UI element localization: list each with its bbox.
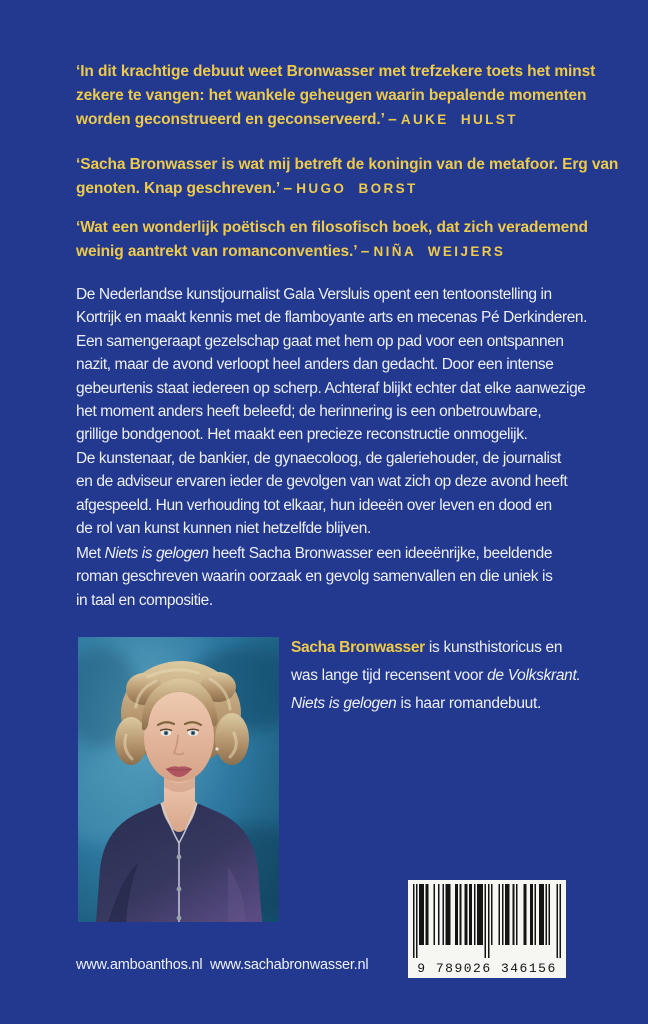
synopsis-line: en de adviseur ervaren ieder de gevolgen van wat zich op deze avond heeft xyxy=(76,473,568,491)
synopsis-line: nazit, maar de avond verloopt heel anders dan gedacht. Door een intense xyxy=(76,356,554,374)
quote-line xyxy=(76,240,588,264)
quote-attribution: AUKE HULST xyxy=(400,112,518,127)
blurb-quote-3 xyxy=(76,216,588,264)
author-photo xyxy=(78,637,279,922)
quote-attribution: HUGO BORST xyxy=(296,181,418,196)
author-name: Sacha Bronwasser xyxy=(291,639,425,656)
quote-closing: weinig aantrekt van romanconventies.’ – xyxy=(76,243,374,260)
barcode xyxy=(408,880,566,978)
blurb-quote-2 xyxy=(76,153,618,201)
barcode-bars-svg xyxy=(413,884,561,958)
synopsis-line: de rol van kunst kunnen niet hetzelfde blijven. xyxy=(76,520,371,538)
synopsis-line: afgespeeld. Hun verhouding tot elkaar, hun ideeën over leven en dood en xyxy=(76,496,552,514)
synopsis-line: grillige bondgenoot. Het maakt een precieze reconstructie onmogelijk. xyxy=(76,426,528,444)
bio-line: Sacha Bronwasser is kunsthistoricus en xyxy=(291,639,563,656)
author-bio xyxy=(291,634,581,718)
barcode-digits: 9 789026 346156 xyxy=(417,961,557,976)
synopsis-line: De kunstenaar, de bankier, de gynaecoloog, de galeriehouder, de journalist xyxy=(76,449,561,467)
quote-line: ‘In dit krachtige debuut weet Bronwasser met trefzekere toets het minst xyxy=(76,63,596,80)
author-url: www.sachabronwasser.nl xyxy=(210,957,369,973)
bio-line: was lange tijd recensent voor de Volkskrant. xyxy=(291,667,581,684)
quote-closing: genoten. Knap geschreven.’ – xyxy=(76,180,297,197)
quote-line: ‘Wat een wonderlijk poëtisch en filosofisch boek, dat zich verademend xyxy=(76,219,588,236)
pitch-line: roman geschreven waarin oorzaak en gevolg samenvallen en die uniek is xyxy=(76,568,553,586)
synopsis-line: Een samengeraapt gezelschap gaat met hem op pad voor een ontspannen xyxy=(76,332,564,350)
quote-attribution: NIÑA WEIJERS xyxy=(373,244,506,259)
pitch-line: in taal en compositie. xyxy=(76,591,213,609)
quote-line xyxy=(76,177,618,201)
publisher-url: www.amboanthos.nl xyxy=(76,957,203,973)
quote-line: ‘Sacha Bronwasser is wat mij betreft de koningin van de metafoor. Erg van xyxy=(76,156,619,173)
newspaper-title-italic: de Volkskrant. xyxy=(487,667,581,684)
quote-line: zekere te vangen: het wankele geheugen waarin bepalende momenten xyxy=(76,87,587,104)
portrait-earring xyxy=(215,747,218,750)
pitch-paragraph xyxy=(76,542,552,612)
synopsis-paragraph xyxy=(76,283,587,540)
quote-line xyxy=(76,108,595,132)
barcode-bars xyxy=(413,884,561,958)
quote-closing: worden geconstrueerd en geconserveerd.’ – xyxy=(76,111,401,128)
synopsis-line: Kortrijk en maakt kennis met de flamboyante arts en mecenas Pé Derkinderen. xyxy=(76,309,588,327)
pitch-line: Met Niets is gelogen heeft Sacha Bronwasser een ideeënrijke, beeldende xyxy=(76,545,553,562)
bio-line: Niets is gelogen is haar romandebuut. xyxy=(291,695,541,712)
book-title-italic: Niets is gelogen xyxy=(104,545,209,562)
blurb-quote-1 xyxy=(76,60,595,132)
book-title-italic: Niets is gelogen xyxy=(291,695,397,712)
synopsis-line: gebeurtenis staat iedereen op scherp. Achteraf blijkt echter dat elke aanwezige xyxy=(76,379,586,397)
synopsis-line: De Nederlandse kunstjournalist Gala Versluis opent een tentoonstelling in xyxy=(76,286,552,303)
synopsis-line: het moment anders heeft beleefd; de herinnering is een onbetrouwbare, xyxy=(76,403,542,421)
